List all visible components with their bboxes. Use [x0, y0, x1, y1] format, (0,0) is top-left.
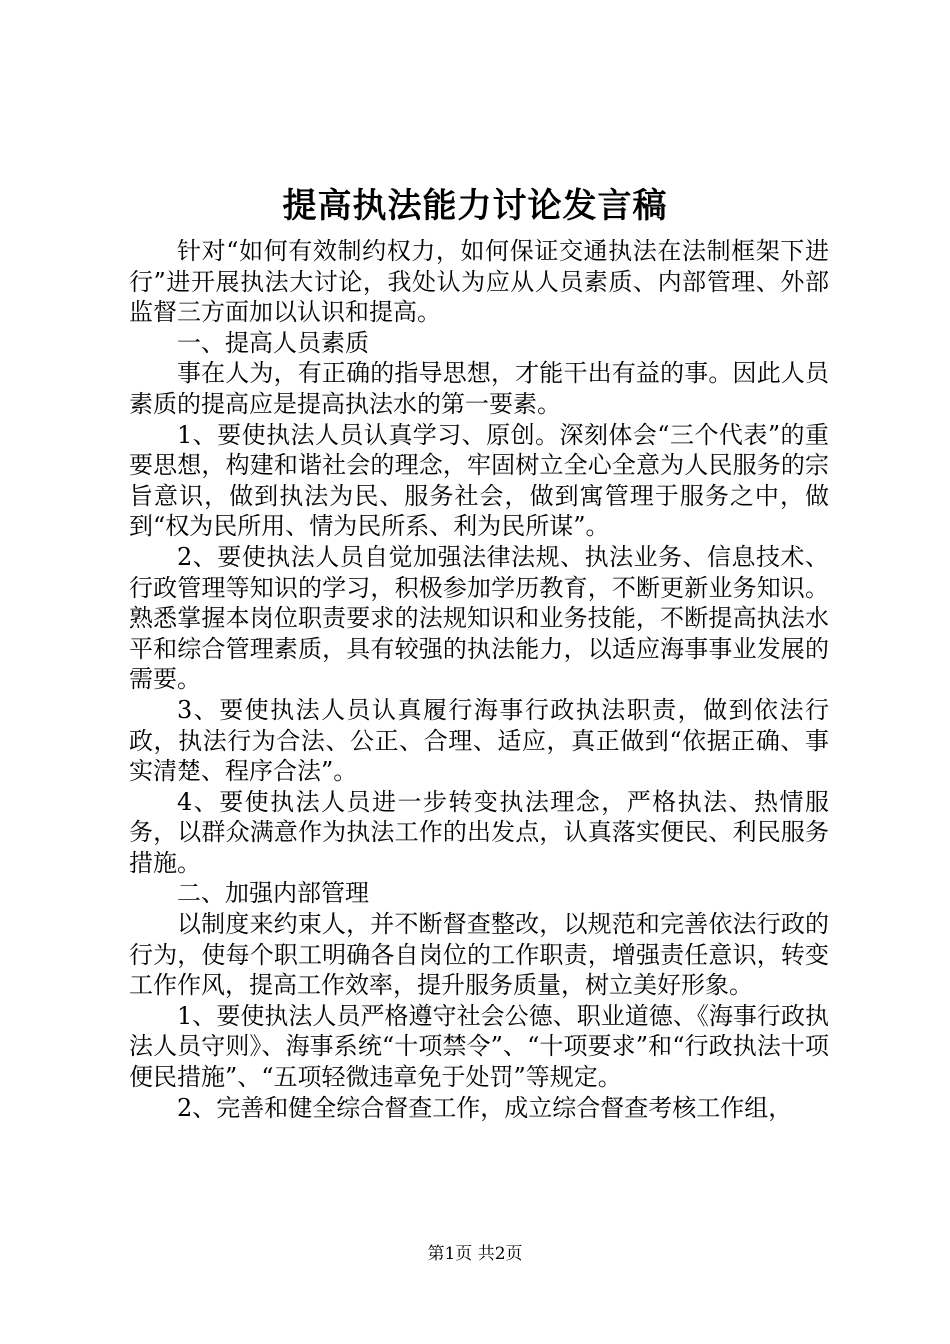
- section-2-item-1: 1、要使执法人员严格遵守社会公德、职业道德、《海事行政执法人员守则》、海事系统“十项禁令”、“十项要求”和“行政执法十项便民措施”、“五项轻微违章免于处罚”等规定。: [129, 1001, 829, 1092]
- section-heading-1: 一、提高人员素质: [177, 328, 369, 357]
- section-1-item-1: 1、要使执法人员认真学习、原创。深刻体会“三个代表”的重要思想，构建和谐社会的理念，牢固树立全心全意为人民服务的宗旨意识，做到执法为民、服务社会，做到寓管理于服务之中，做到“权为民所用、情为民所系、利为民所谋”。: [129, 420, 829, 541]
- section-2-intro-paragraph: 以制度来约束人，并不断督查整改，以规范和完善依法行政的行为，使每个职工明确各自岗位的工作职责，增强责任意识，转变工作作风，提高工作效率，提升服务质量，树立美好形象。: [129, 910, 829, 1000]
- section-1-item-2: 2、要使执法人员自觉加强法律法规、执法业务、信息技术、行政管理等知识的学习，积极参加学历教育，不断更新业务知识。熟悉掌握本岗位职责要求的法规知识和业务技能，不断提高执法水平和综合管理素质，具有较强的执法能力，以适应海事事业发展的需要。: [129, 542, 829, 694]
- page-number: 第1页 共2页: [427, 1244, 523, 1264]
- document-body: [129, 236, 829, 1123]
- intro-paragraph: 针对“如何有效制约权力，如何保证交通执法在法制框架下进行”进开展执法大讨论，我处认为应从人员素质、内部管理、外部监督三方面加以认识和提高。: [129, 237, 829, 327]
- section-heading-2: 二、加强内部管理: [177, 879, 369, 908]
- section-2-item-2: 2、完善和健全综合督查工作，成立综合督查考核工作组，: [177, 1093, 793, 1122]
- section-1-item-3: 3、要使执法人员认真履行海事行政执法职责，做到依法行政，执法行为合法、公正、合理、适应，真正做到“依据正确、事实清楚、程序合法”。: [129, 695, 829, 786]
- section-1-intro-paragraph: 事在人为，有正确的指导思想，才能干出有益的事。因此人员素质的提高应是提高执法水的第一要素。: [129, 359, 829, 418]
- section-1-item-4: 4、要使执法人员进一步转变执法理念，严格执法、热情服务，以群众满意作为执法工作的出发点，认真落实便民、利民服务措施。: [129, 787, 829, 877]
- document-title: 提高执法能力讨论发言稿: [282, 186, 668, 226]
